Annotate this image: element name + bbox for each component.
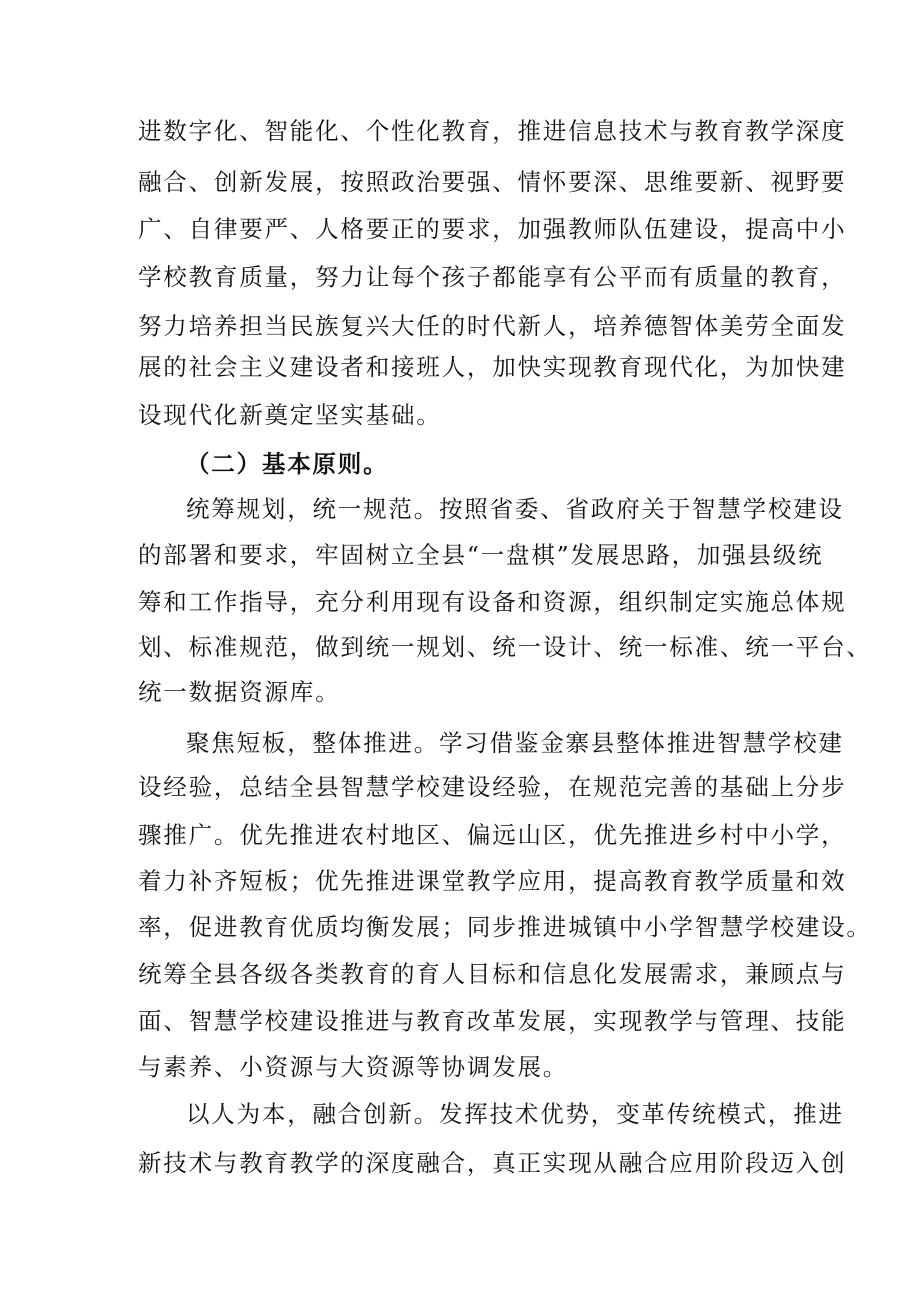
text-line: 与素养、小资源与大资源等协调发展。 — [138, 1053, 569, 1081]
text-line: 广、自律要严、人格要正的要求，加强教师队伍建设，提高中小 — [138, 215, 847, 243]
text-line: 率，促进教育优质均衡发展；同步推进城镇中小学智慧学校建设。 — [138, 913, 872, 941]
paragraph-first-line: 聚焦短板，整体推进。学习借鉴金寨县整体推进智慧学校建 — [186, 729, 844, 757]
paragraph-first-line: 统筹规划，统一规范。按照省委、省政府关于智慧学校建设 — [186, 495, 844, 523]
text-line: 展的社会主义建设者和接班人，加快实现教育现代化，为加快建 — [138, 353, 847, 381]
text-line: 筹和工作指导，充分利用现有设备和资源，组织制定实施总体规 — [138, 588, 847, 616]
text-line: 的部署和要求，牢固树立全县“一盘棋”发展思路，加强县级统 — [138, 541, 824, 569]
text-line: 努力培养担当民族复兴大任的时代新人，培养德智体美劳全面发 — [138, 312, 847, 340]
text-line: 设现代化新奠定坚实基础。 — [138, 401, 442, 429]
text-line: 划、标准规范，做到统一规划、统一设计、统一标准、统一平台、 — [138, 633, 872, 661]
text-line: 统筹全县各级各类教育的育人目标和信息化发展需求，兼顾点与 — [138, 960, 847, 988]
section-heading: （二）基本原则。 — [186, 450, 389, 478]
text-line: 骤推广。优先推进农村地区、偏远山区，优先推进乡村中小学， — [138, 821, 847, 849]
text-line: 学校教育质量，努力让每个孩子都能享有公平而有质量的教育， — [138, 263, 847, 291]
paragraph-first-line: 以人为本，融合创新。发挥技术优势，变革传统模式，推进 — [186, 1100, 844, 1128]
text-line: 新技术与教育教学的深度融合，真正实现从融合应用阶段迈入创 — [138, 1149, 847, 1177]
text-line: 面、智慧学校建设推进与教育改革发展，实现教学与管理、技能 — [138, 1007, 847, 1035]
text-line: 设经验，总结全县智慧学校建设经验，在规范完善的基础上分步 — [138, 773, 847, 801]
text-line: 进数字化、智能化、个性化教育，推进信息技术与教育教学深度 — [138, 117, 847, 145]
text-line: 融合、创新发展，按照政治要强、情怀要深、思维要新、视野要 — [138, 168, 847, 196]
text-line: 着力补齐短板；优先推进课堂教学应用，提高教育教学质量和效 — [138, 867, 847, 895]
text-line: 统一数据资源库。 — [138, 678, 341, 706]
